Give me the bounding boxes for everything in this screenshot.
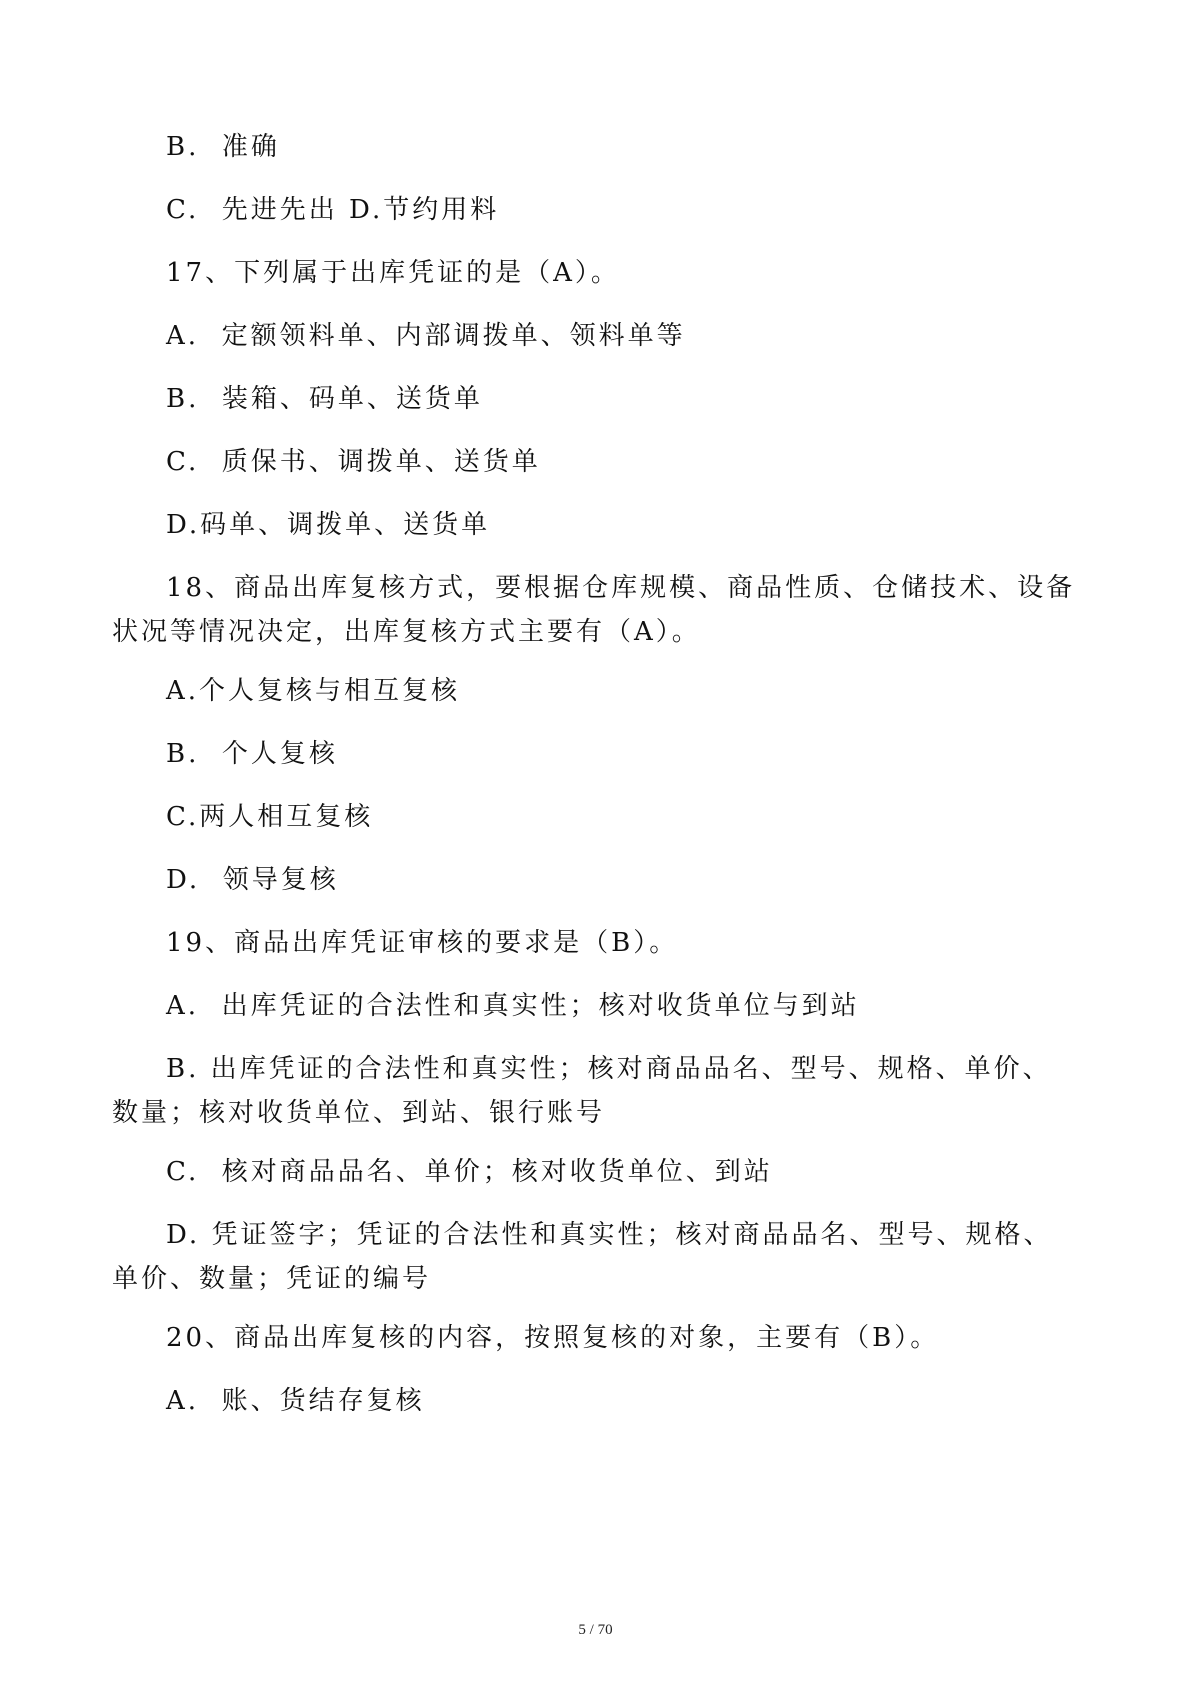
page-number: 5 / 70 [578, 1622, 613, 1638]
option-line: A. 定额领料单、内部调拨单、领料单等 [166, 321, 686, 351]
option-line: B. 出库凭证的合法性和真实性；核对商品品名、型号、规格、单价、数量；核对收货单位、到站、银行账号 [112, 1054, 1052, 1128]
question-18: 18、商品出库复核方式，要根据仓库规模、商品性质、仓储技术、设备状况等情况决定，出库复核方式主要有（A）。 [112, 573, 1076, 647]
option-line: C.两人相互复核 [166, 802, 374, 832]
option-line: D. 凭证签字；凭证的合法性和真实性；核对商品品名、型号、规格、单价、数量；凭证的编号 [112, 1220, 1053, 1294]
option-line: A. 账、货结存复核 [166, 1386, 425, 1416]
question-18-block [112, 566, 1077, 654]
option-line: A.个人复核与相互复核 [166, 676, 461, 706]
question-19: 19、商品出库凭证审核的要求是（B）。 [166, 928, 679, 958]
option-19d-block [112, 1213, 1077, 1301]
question-20: 20、商品出库复核的内容，按照复核的对象，主要有（B）。 [166, 1323, 940, 1353]
option-line: C. 先进先出 D.节约用料 [166, 195, 500, 225]
option-line: C. 核对商品品名、单价；核对收货单位、到站 [166, 1157, 773, 1187]
option-line: B. 准确 [166, 132, 280, 162]
option-line: D.码单、调拨单、送货单 [166, 510, 491, 540]
option-line: B. 个人复核 [166, 739, 338, 769]
option-line: B. 装箱、码单、送货单 [166, 384, 483, 414]
option-line: D. 领导复核 [166, 865, 339, 895]
option-line: A. 出库凭证的合法性和真实性；核对收货单位与到站 [166, 991, 860, 1021]
question-17: 17、下列属于出库凭证的是（A）。 [166, 258, 620, 288]
option-19b-block [112, 1047, 1077, 1135]
option-line: C. 质保书、调拨单、送货单 [166, 447, 541, 477]
